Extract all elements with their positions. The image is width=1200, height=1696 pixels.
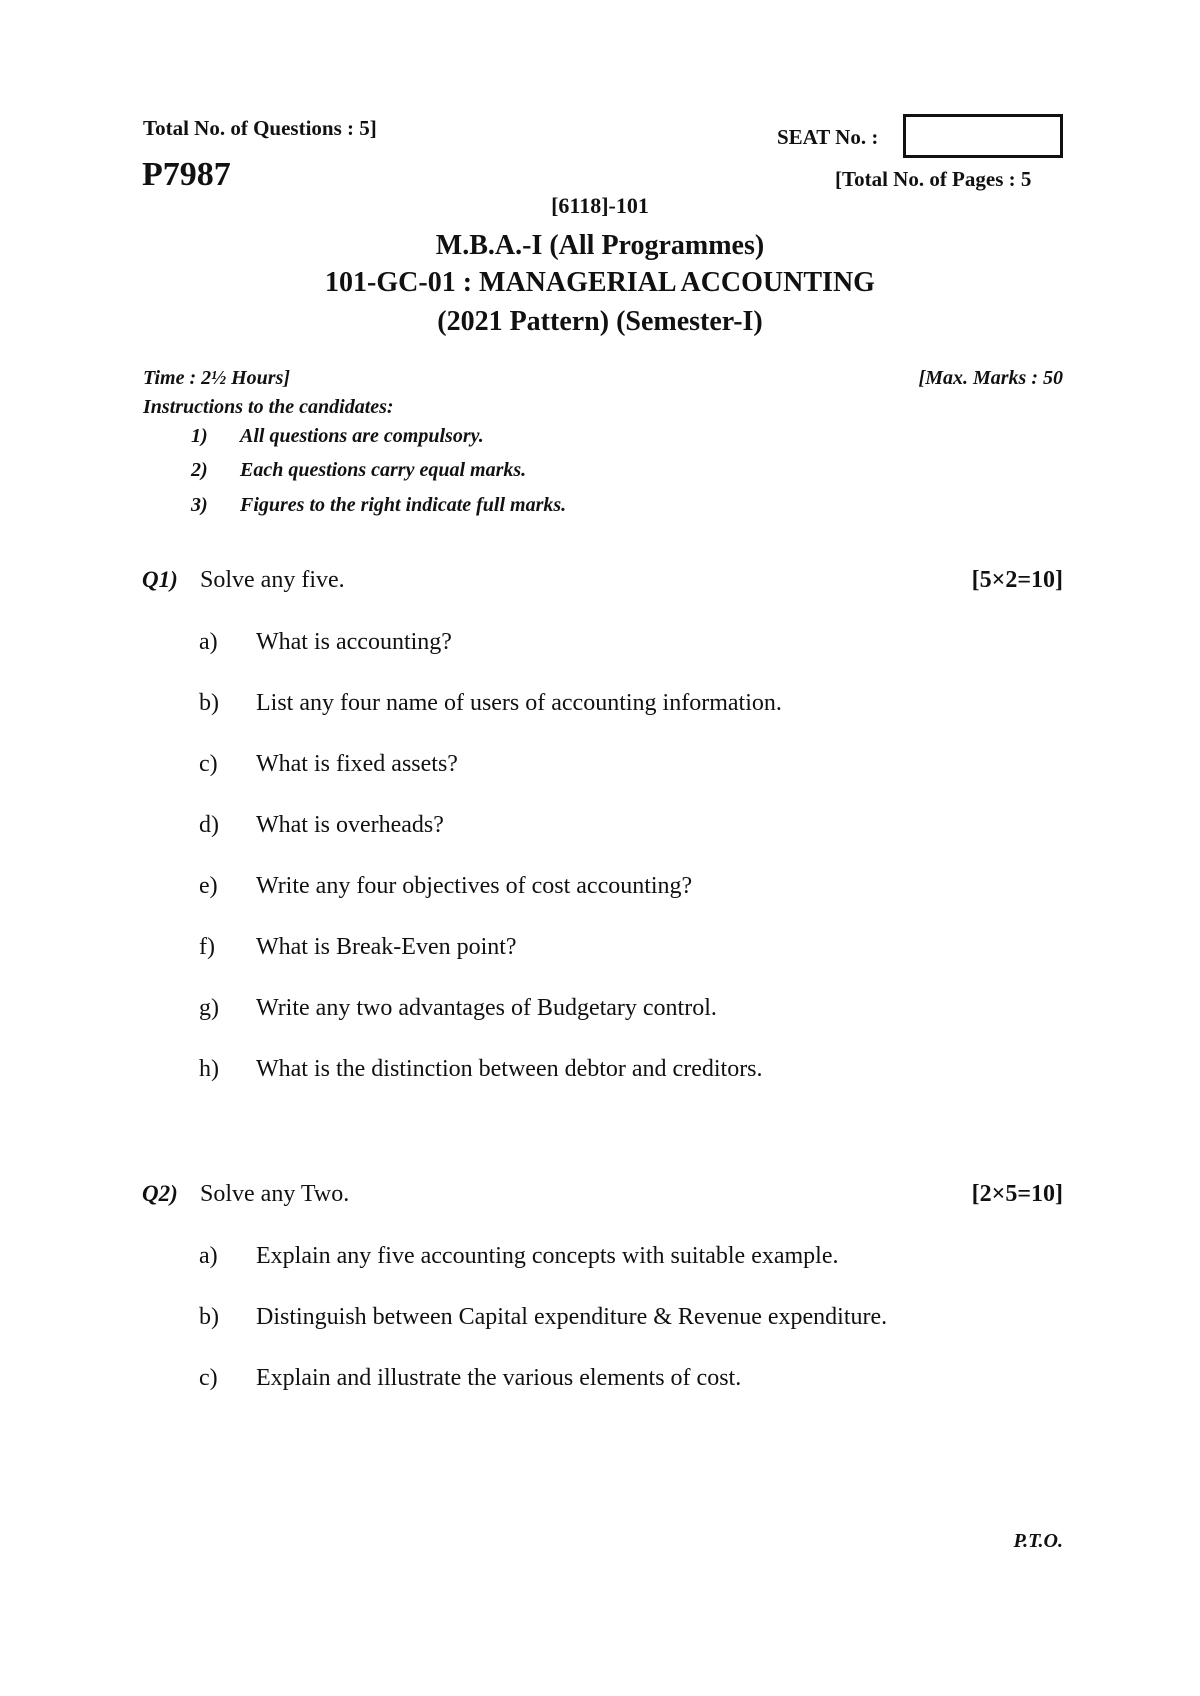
sub-question-text: What is fixed assets?	[256, 751, 458, 777]
sub-question-text: Explain any five accounting concepts with suitable example.	[256, 1243, 839, 1269]
subject-title: 101-GC-01 : MANAGERIAL ACCOUNTING	[325, 267, 875, 298]
instruction-text: Figures to the right indicate full marks.	[240, 494, 567, 516]
sub-question-text: What is Break-Even point?	[256, 934, 517, 960]
sub-question-label: g)	[199, 995, 219, 1021]
pto-note: P.T.O.	[1013, 1530, 1063, 1552]
instruction-number: 2)	[191, 459, 208, 481]
sub-question-label: c)	[199, 751, 218, 777]
sub-question-text: Write any four objectives of cost accounting?	[256, 873, 693, 899]
max-marks: [Max. Marks : 50	[918, 367, 1063, 389]
course-title: M.B.A.-I (All Programmes)	[435, 230, 765, 261]
sub-question-label: f)	[199, 934, 215, 960]
sub-question-label: b)	[199, 690, 219, 716]
paper-code: P7987	[142, 156, 231, 193]
sub-question-text: What is the distinction between debtor and creditors.	[256, 1056, 763, 1082]
seat-label: SEAT No. :	[777, 125, 879, 149]
instructions-heading: Instructions to the candidates:	[143, 396, 394, 418]
exam-code: [6118]-101	[551, 193, 649, 218]
sub-question-label: b)	[199, 1304, 219, 1330]
exam-time: Time : 2½ Hours]	[143, 367, 291, 389]
pattern-semester: (2021 Pattern) (Semester-I)	[437, 306, 763, 337]
sub-question-label: d)	[199, 812, 219, 838]
question-label: Q2)	[142, 1181, 178, 1206]
seat-number-box	[903, 114, 1063, 158]
question-label: Q1)	[142, 567, 178, 592]
sub-question-label: a)	[199, 1243, 218, 1269]
sub-question-text: Write any two advantages of Budgetary control.	[256, 995, 717, 1021]
sub-question-label: e)	[199, 873, 218, 899]
question-text: Solve any five.	[200, 567, 345, 593]
total-pages: [Total No. of Pages : 5	[835, 167, 1032, 191]
sub-question-text: List any four name of users of accounting information.	[256, 690, 782, 716]
sub-question-label: a)	[199, 629, 218, 655]
instruction-number: 3)	[191, 494, 208, 516]
question-marks: [2×5=10]	[971, 1181, 1063, 1207]
instruction-number: 1)	[191, 425, 208, 447]
sub-question-label: h)	[199, 1056, 219, 1082]
instruction-text: Each questions carry equal marks.	[240, 459, 527, 481]
question-marks: [5×2=10]	[971, 567, 1063, 593]
sub-question-text: Distinguish between Capital expenditure & Revenue expenditure.	[256, 1304, 888, 1330]
sub-question-text: What is overheads?	[256, 812, 444, 838]
question-text: Solve any Two.	[200, 1181, 350, 1207]
total-questions: Total No. of Questions : 5]	[143, 116, 377, 140]
instruction-text: All questions are compulsory.	[240, 425, 484, 447]
sub-question-text: Explain and illustrate the various elements of cost.	[256, 1365, 742, 1391]
sub-question-label: c)	[199, 1365, 218, 1391]
sub-question-text: What is accounting?	[256, 629, 452, 655]
